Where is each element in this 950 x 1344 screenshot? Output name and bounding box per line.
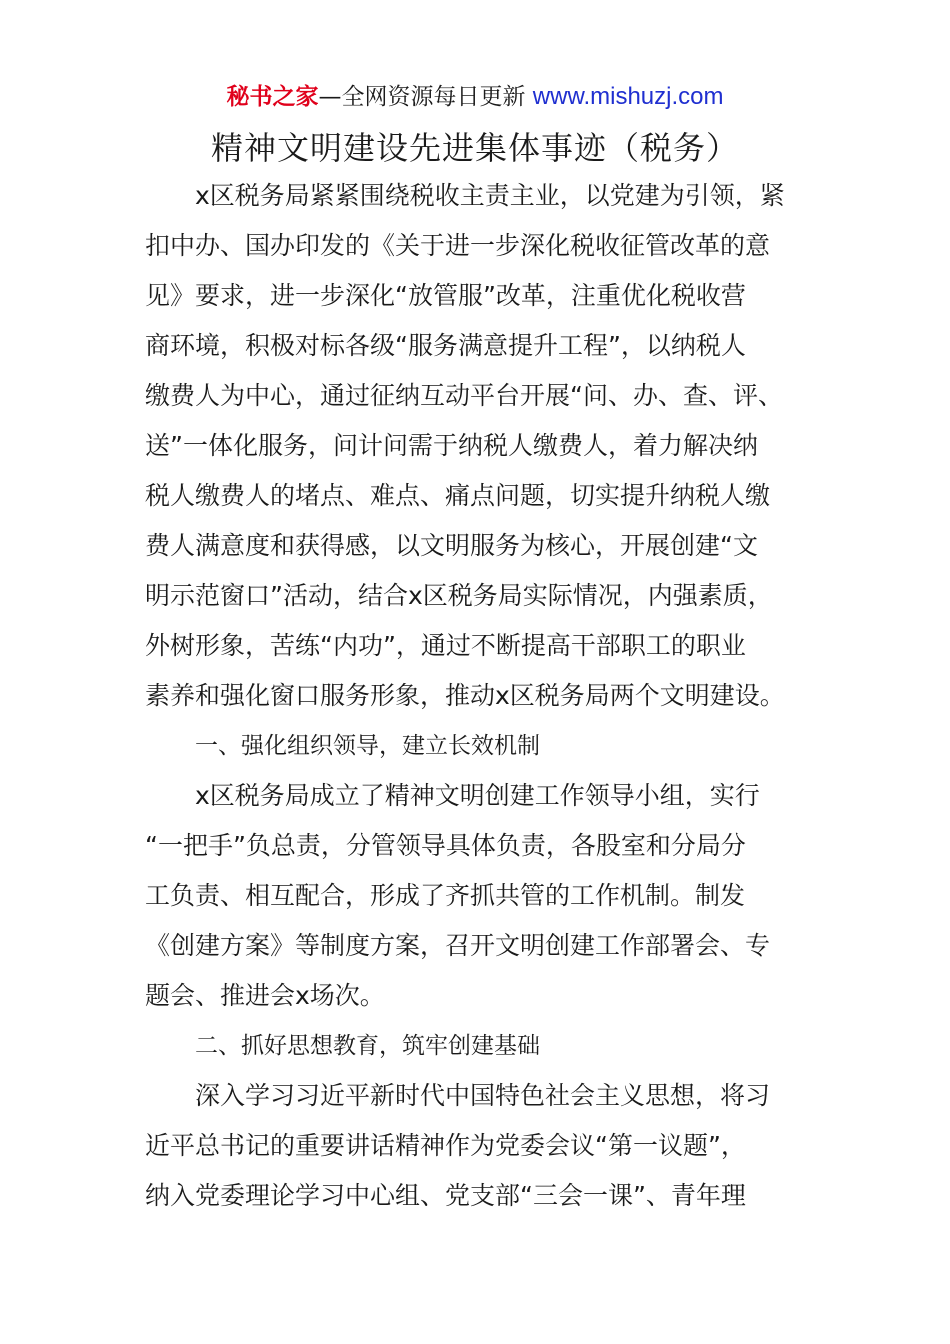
text-line: 费人满意度和获得感，以文明服务为核心，开展创建“文 [145, 531, 758, 560]
brand-name: 秘书之家 [226, 84, 319, 110]
text-line: x区税务局成立了精神文明创建工作领导小组，实行 [195, 781, 760, 810]
section-heading-1: 一、强化组织领导，建立长效机制 [195, 733, 540, 759]
text-line: 扣中办、国办印发的《关于进一步深化税收征管改革的意 [145, 231, 771, 260]
text-line: “一把手”负总责，分管领导具体负责，各股室和分局分 [145, 831, 746, 860]
text-line: x区税务局紧紧围绕税收主责主业，以党建为引领，紧 [195, 181, 785, 210]
site-url-link[interactable]: www.mishuzj.com [532, 83, 724, 110]
text-line: 商环境，积极对标各级“服务满意提升工程”，以纳税人 [145, 331, 746, 360]
text-line: 题会、推进会x场次。 [145, 981, 385, 1010]
text-line: 送”一体化服务，问计问需于纳税人缴费人，着力解决纳 [145, 431, 758, 460]
text-line: 素养和强化窗口服务形象，推动x区税务局两个文明建设。 [145, 681, 785, 710]
document-body [145, 171, 805, 1221]
text-line: 深入学习习近平新时代中国特色社会主义思想，将习 [195, 1081, 771, 1110]
text-line: 税人缴费人的堵点、难点、痛点问题，切实提升纳税人缴 [145, 481, 771, 510]
text-line: 近平总书记的重要讲话精神作为党委会议“第一议题”， [145, 1131, 746, 1160]
document-title: 精神文明建设先进集体事迹（税务） [210, 129, 739, 167]
text-line: 工负责、相互配合，形成了齐抓共管的工作机制。制发 [145, 881, 746, 910]
text-line: 见》要求，进一步深化“放管服”改革，注重优化税收营 [145, 281, 746, 310]
text-line: 外树形象，苦练“内功”，通过不断提高干部职工的职业 [145, 631, 746, 660]
site-header [0, 80, 950, 114]
text-line: 明示范窗口”活动，结合x区税务局实际情况，内强素质， [145, 581, 773, 610]
header-tagline: —全网资源每日更新 [318, 84, 526, 110]
text-line: 纳入党委理论学习中心组、党支部“三会一课”、青年理 [145, 1181, 746, 1210]
text-line: 《创建方案》等制度方案，召开文明创建工作部署会、专 [145, 931, 771, 960]
section-heading-2: 二、抓好思想教育，筑牢创建基础 [195, 1033, 540, 1059]
text-line: 缴费人为中心，通过征纳互动平台开展“问、办、查、评、 [145, 381, 783, 410]
